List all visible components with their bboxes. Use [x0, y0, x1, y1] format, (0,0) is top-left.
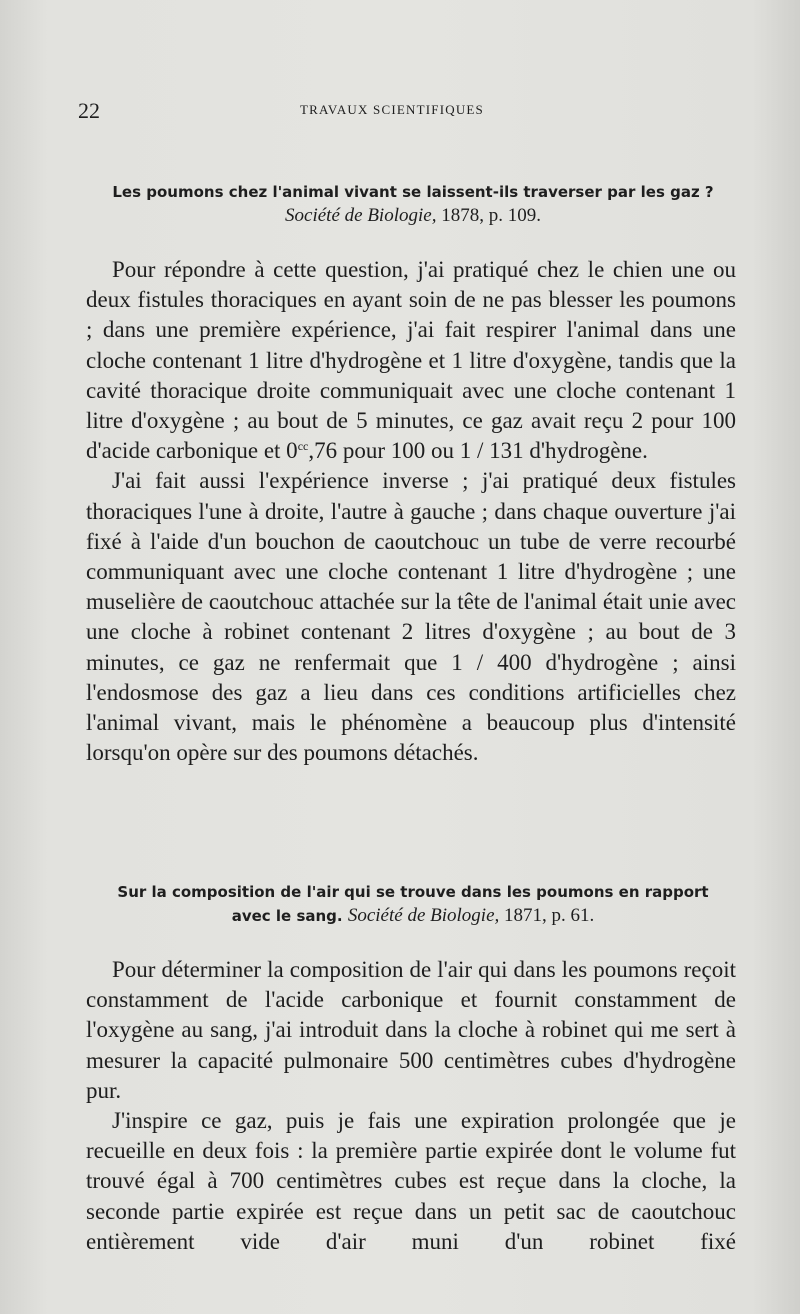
- section1-title: Les poumons chez l'animal vivant se laissent-ils traverser par les gaz ?: [112, 183, 714, 201]
- section1-paragraph1-text: Pour répondre à cette question, j'ai pratiqué chez le chien une ou deux fistules thoraciques en ayant soin de ne pas blesser les poumons ; dans une première expérience, j'ai fait respirer l'animal dans une cloche contenant 1 litre d'hydrogène et 1 litre d'oxygène, tandis que la cavité thoracique droite communiquait avec une cloche contenant 1 litre d'oxygène ; au bout de 5 minutes, ce gaz avait reçu 2 pour 100 d'acide carbonique et 0: [86, 257, 736, 464]
- running-title: TRAVAUX SCIENTIFIQUES: [300, 102, 484, 117]
- section1-source: [86, 204, 740, 228]
- section1-body: [86, 255, 736, 768]
- section2-paragraph1: Pour déterminer la composition de l'air qui dans les poumons reçoit constamment de l'acide carbonique et fournit constamment de l'oxygène au sang, j'ai introduit dans la cloche à robinet qui me sert à mesurer la capacité pulmonaire 500 centimètres cubes d'hydrogène pur.: [86, 957, 736, 1103]
- section1-paragraph1: [86, 255, 736, 466]
- section1-source-ref: 1878, p. 109.: [436, 205, 541, 226]
- section2-source-ref: 1871, p. 61.: [499, 905, 595, 926]
- section2-title: Sur la composition de l'air qui se trouve dans les poumons en rapport avec le sang.: [117, 883, 709, 925]
- section1-paragraph1-end: ,76 pour 100 ou 1 / 131 d'hydrogène.: [308, 438, 648, 464]
- section1-heading: [86, 180, 740, 228]
- section1-source-journal: Société de Biologie,: [285, 205, 437, 226]
- section2-paragraph2: J'inspire ce gaz, puis je fais une expiration prolongée que je recueille en deux fois : la première partie expirée dont le volume fut trouvé égal à 700 centimètres cubes est reçue dans la cloche, la seconde partie expirée est reçue dans un petit sac de caoutchouc entièrement vide d'air muni d'un robinet fixé: [86, 1108, 736, 1254]
- section1-paragraph2: J'ai fait aussi l'expérience inverse ; j'ai pratiqué deux fistules thoraciques l'une à droite, l'autre à gauche ; dans chaque ouverture j'ai fixé à l'aide d'un bouchon de caoutchouc un tube de verre recourbé communiquant avec une cloche contenant 1 litre d'hydrogène ; une muselière de caoutchouc attachée sur la tête de l'animal était unie avec une cloche à robinet contenant 2 litres d'oxygène ; au bout de 3 minutes, ce gaz ne renfermait que 1 / 400 d'hydrogène ; ainsi l'endosmose des gaz a lieu dans ces conditions artificielles chez l'animal vivant, mais le phénomène a beaucoup plus d'intensité lorsqu'on opère sur des poumons détachés.: [86, 468, 736, 766]
- page-number: 22: [78, 98, 100, 123]
- section1-paragraph1-sup: cc: [297, 439, 309, 454]
- section2-source: [348, 905, 594, 926]
- page-header: [78, 98, 732, 128]
- section2-body: [86, 955, 736, 1257]
- section2-source-journal: Société de Biologie,: [347, 905, 500, 926]
- section2-heading: [106, 880, 720, 928]
